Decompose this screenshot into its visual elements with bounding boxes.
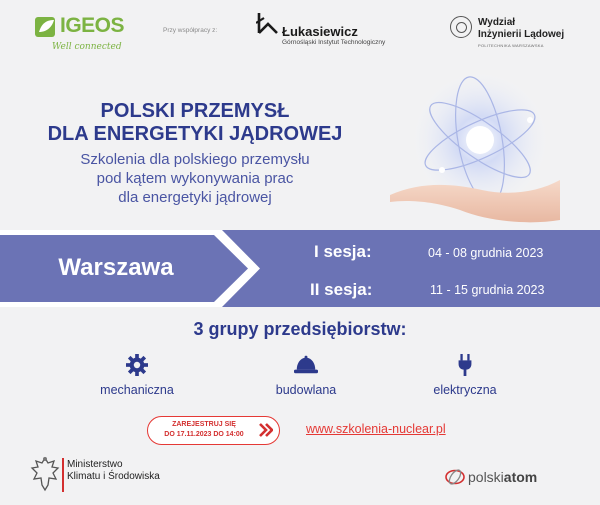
group-mechanical bbox=[77, 354, 197, 397]
university-seal-icon bbox=[450, 16, 472, 38]
hard-hat-icon bbox=[294, 354, 318, 376]
gear-icon bbox=[126, 354, 148, 376]
register-button[interactable] bbox=[147, 416, 280, 445]
faculty-name-line1: Wydział bbox=[478, 17, 516, 28]
website-link[interactable]: www.szkolenia-nuclear.pl bbox=[306, 422, 446, 436]
session2-dates: 11 - 15 grudnia 2023 bbox=[430, 283, 545, 297]
session1-dates: 04 - 08 grudnia 2023 bbox=[428, 246, 544, 260]
group-label: mechaniczna bbox=[100, 383, 174, 397]
hero-subtitle-line2: pod kątem wykonywania prac bbox=[96, 170, 294, 187]
register-deadline: DO 17.11.2023 DO 14:00 bbox=[164, 431, 244, 438]
igeos-leaf-icon bbox=[34, 14, 60, 40]
polski-atom-part2: atom bbox=[503, 469, 538, 485]
session1-label: I sesja: bbox=[314, 242, 372, 261]
ministry-name-line1: Ministerstwo bbox=[67, 459, 123, 470]
session2-label: II sesja: bbox=[310, 280, 373, 299]
city-name: Warszawa bbox=[58, 254, 174, 281]
faculty-name-line2: Inżynierii Lądowej bbox=[478, 29, 565, 40]
lukasiewicz-name: Łukasiewicz bbox=[282, 24, 358, 39]
university-name: POLITECHNIKA WARSZAWSKA bbox=[478, 43, 544, 48]
igeos-tagline: Well connected bbox=[52, 42, 122, 52]
group-label: budowlana bbox=[275, 383, 337, 397]
faculty-logo bbox=[450, 16, 580, 50]
hero-subtitle-line1: Szkolenia dla polskiego przemysłu bbox=[80, 151, 310, 168]
hero-subtitle-line3: dla energetyki jądrowej bbox=[118, 189, 272, 206]
atom-in-hand-illustration bbox=[390, 70, 560, 230]
groups-title: 3 grupy przedsiębiorstw: bbox=[193, 319, 407, 339]
polski-atom-logo bbox=[444, 466, 564, 490]
hero-title-line2: DLA ENERGETYKI JĄDROWEJ bbox=[47, 123, 343, 145]
group-label: elektryczna bbox=[433, 383, 497, 397]
hero-title-line1: POLSKI PRZEMYSŁ bbox=[100, 100, 290, 122]
igeos-name: IGEOS bbox=[60, 14, 125, 37]
partner-logos-bar bbox=[0, 0, 600, 62]
lukasiewicz-mark-icon bbox=[256, 11, 280, 37]
polish-eagle-emblem-icon bbox=[30, 455, 60, 493]
cooperation-label: Przy współpracy z: bbox=[163, 27, 218, 34]
ministry-logo bbox=[30, 455, 170, 495]
double-chevron-right-icon bbox=[259, 422, 273, 438]
group-construction bbox=[246, 354, 366, 397]
igeos-logo bbox=[34, 12, 134, 56]
lukasiewicz-subtitle: Górnośląski Instytut Technologiczny bbox=[282, 39, 386, 46]
sessions-band bbox=[0, 230, 600, 307]
plug-icon bbox=[457, 354, 473, 376]
ministry-name-line2: Klimatu i Środowiska bbox=[67, 471, 160, 482]
group-electrical bbox=[405, 354, 525, 397]
polski-atom-part1: polski bbox=[468, 469, 504, 485]
polski-atom-wordmark bbox=[468, 469, 537, 485]
hero-section bbox=[0, 70, 600, 230]
lukasiewicz-logo bbox=[256, 11, 406, 51]
polski-atom-mark-icon bbox=[444, 467, 466, 487]
register-label: ZAREJESTRUJ SIĘ bbox=[172, 421, 236, 428]
ministry-red-rule bbox=[62, 458, 64, 492]
